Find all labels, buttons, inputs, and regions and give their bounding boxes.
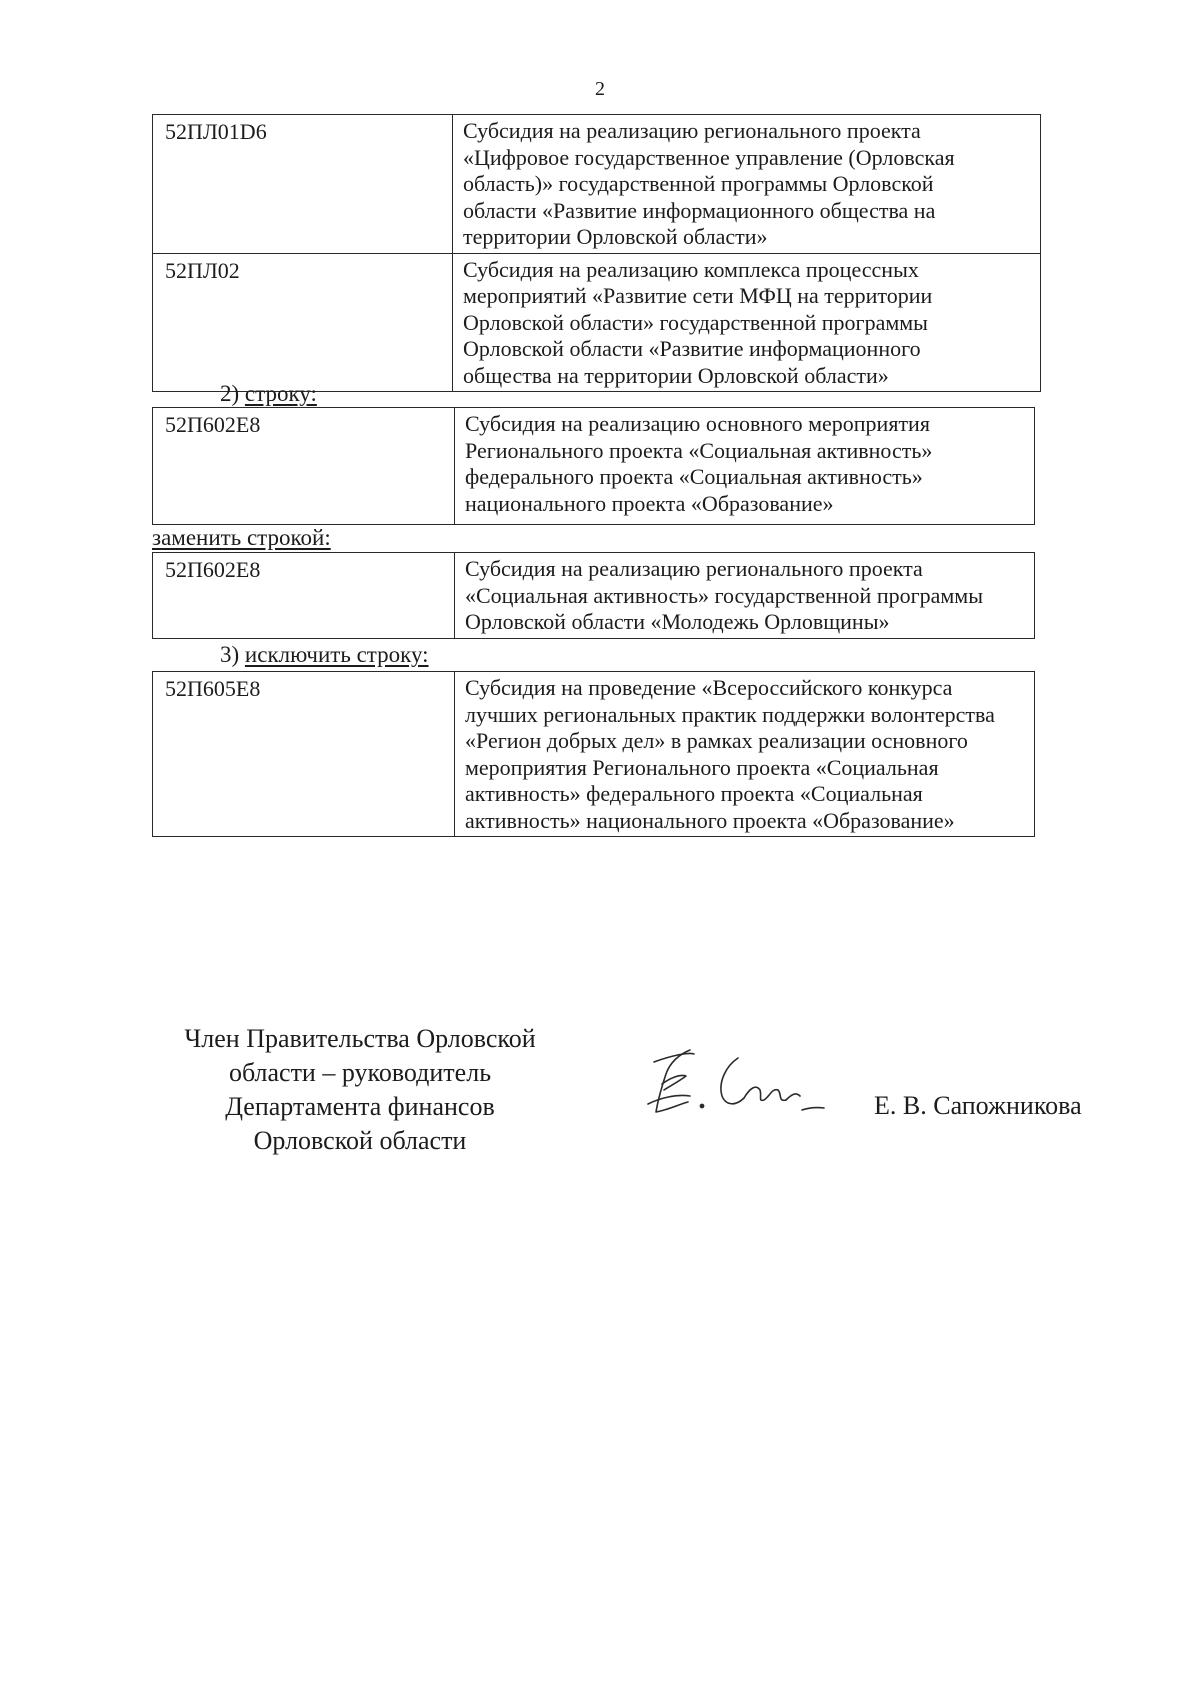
code-table-3 [152,552,1035,639]
instruction-2 [220,381,317,407]
description-line: «Социальная активность» государственной программы [465,582,983,608]
description-line: мероприятий «Развитие сети МФЦ на территории [463,283,933,308]
description-line: национального проекта «Образование» [465,490,834,516]
description-line: территории Орловской области» [463,224,768,249]
table-row [153,408,1035,525]
description-line: лучших региональных практик поддержки волонтерства [465,701,995,727]
table-row [153,672,1035,837]
description-line: Орловской области» государственной программы [463,309,928,335]
description-line: активность» федерального проекта «Социальная [465,781,923,806]
description-line: Субсидия на реализацию регионального проекта [465,556,923,581]
table-row [153,553,1035,639]
budget-description [453,115,1041,254]
instruction-3 [220,642,429,668]
instruction-replace [152,525,331,551]
instruction-number: 3) [220,642,240,667]
description-line: Орловской области «Развитие информационного [463,336,921,361]
budget-description [453,253,1041,392]
table-row [153,115,1041,254]
description-line: Субсидия на реализацию регионального проекта [463,118,921,143]
signatory-name: Е. В. Сапожникова [874,1091,1082,1120]
instruction-text: заменить строкой: [152,525,331,550]
page-number: 2 [595,78,605,100]
code-table-2 [152,407,1035,525]
handwritten-signature [640,1040,840,1130]
description-line: мероприятия Регионального проекта «Социальная [465,754,939,780]
instruction-text: строку: [244,381,317,406]
description-line: Субсидия на проведение «Всероссийского конкурса [465,675,953,700]
description-line: Субсидия на реализацию комплекса процессных [463,256,919,282]
code-table-1 [152,114,1041,392]
description-line: активность» национального проекта «Образование» [465,807,955,833]
budget-code: 52П602Е8 [153,553,455,639]
description-line: область)» государственной программы Орловской [463,171,934,196]
budget-description [455,408,1035,525]
budget-code: 52П602Е8 [153,408,455,525]
description-line: Орловской области «Молодежь Орловщины» [465,609,890,634]
budget-code: 52ПЛ01D6 [153,115,453,254]
code-table-4 [152,671,1035,837]
position-line: Департамента финансов [225,1092,495,1121]
instruction-text: исключить строку: [244,642,429,667]
description-line: федерального проекта «Социальная активность» [465,464,923,489]
position-line: области – руководитель [228,1058,492,1087]
budget-code: 52ПЛ02 [153,253,453,392]
description-line: Регионального проекта «Социальная активность» [465,437,933,463]
description-line: Субсидия на реализацию основного мероприятия [465,411,930,436]
description-line: области «Развитие информационного общества на [463,197,936,223]
position-line: Член Правительства Орловской [184,1024,536,1053]
budget-description [455,553,1035,639]
signatory-position [150,1022,570,1158]
budget-code: 52П605Е8 [153,672,455,837]
instruction-number: 2) [220,381,240,406]
description-line: общества на территории Орловской области» [463,362,889,388]
position-line: Орловской области [253,1126,467,1155]
table-row [153,253,1041,392]
description-line: «Регион добрых дел» в рамках реализации основного [465,728,968,753]
description-line: «Цифровое государственное управление (Орловская [463,144,955,170]
budget-description [455,672,1035,837]
